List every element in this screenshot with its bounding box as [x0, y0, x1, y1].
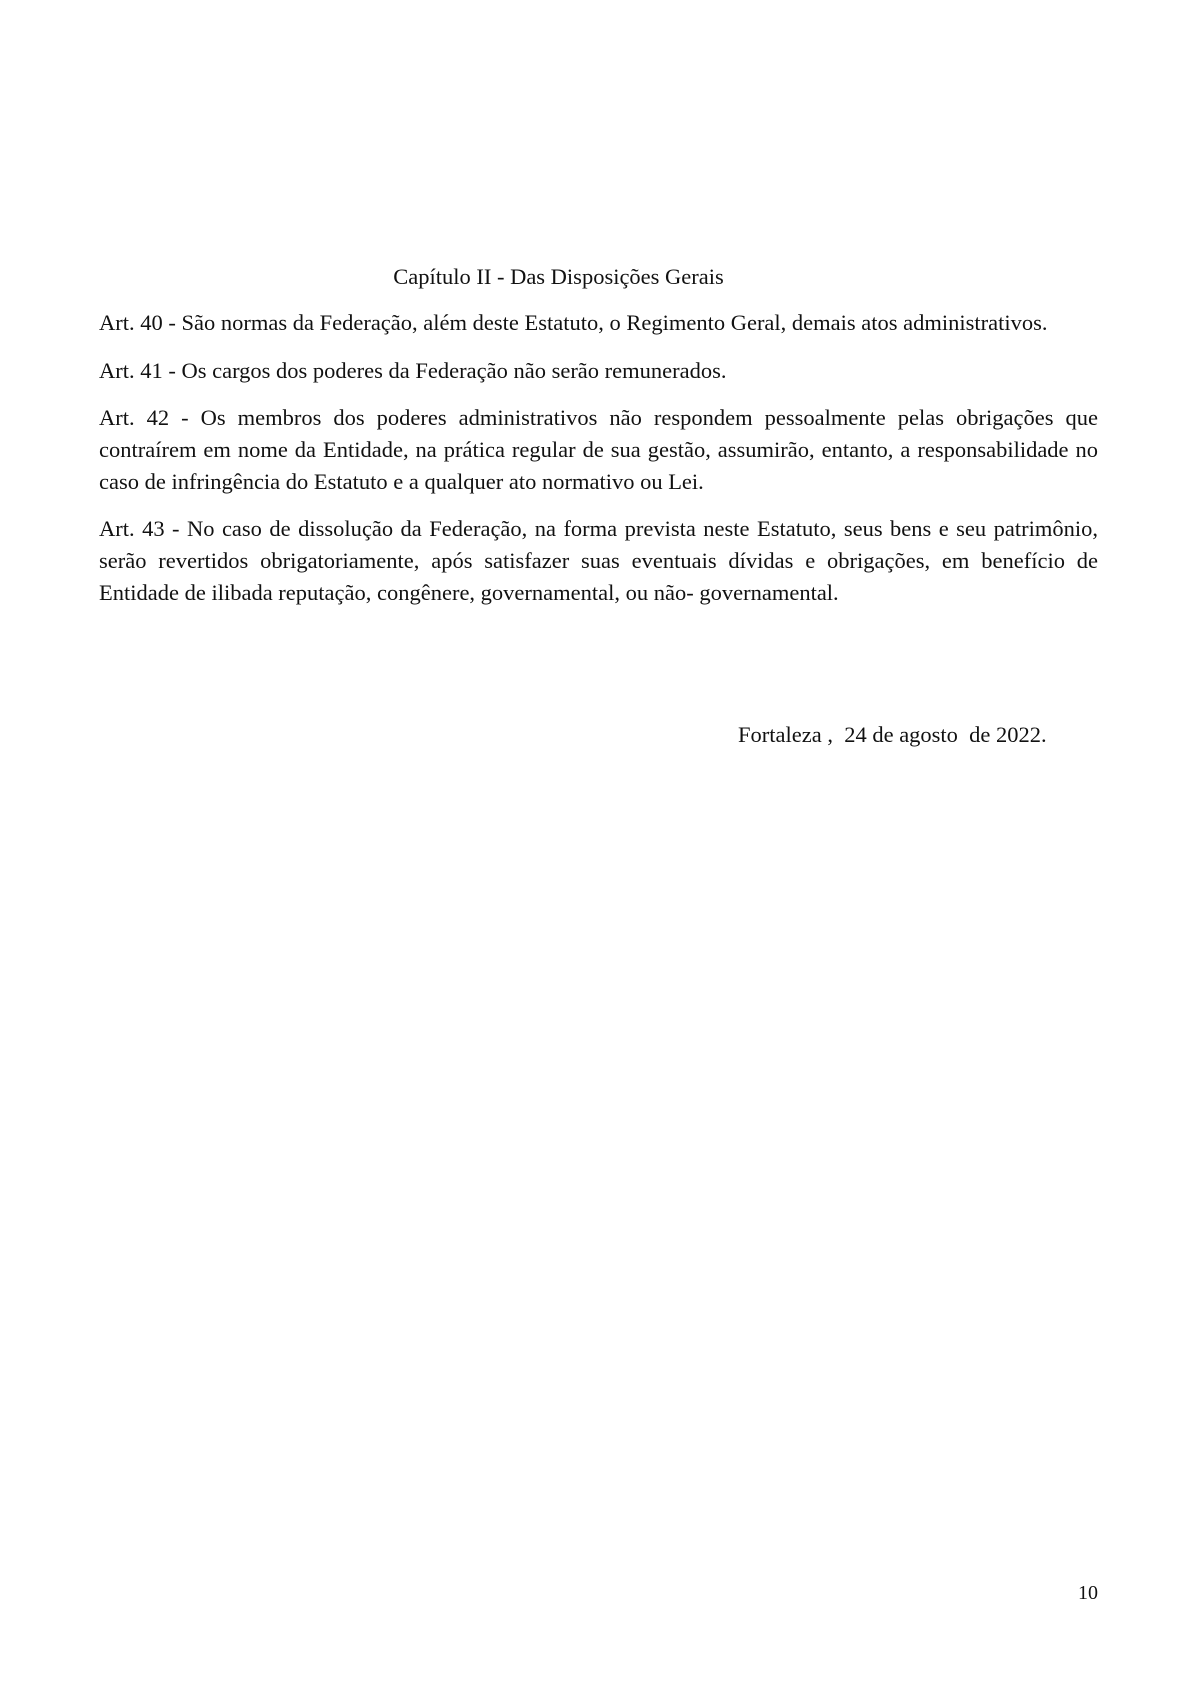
article-42: Art. 42 - Os membros dos poderes administrativos não respondem pessoalmente pelas obrigações que contraírem em nome da Entidade, na prática regular de sua gestão, assumirão, entanto, a responsabilidade no caso de infringência do Estatuto e a qualquer ato normativo ou Lei.	[99, 405, 1098, 494]
place-date: Fortaleza , 24 de agosto de 2022.	[738, 722, 1047, 747]
page-number: 10	[1078, 1582, 1098, 1604]
article-41: Art. 41 - Os cargos dos poderes da Federação não serão remunerados.	[99, 358, 727, 383]
chapter-title: Capítulo II - Das Disposições Gerais	[393, 264, 724, 289]
article-40: Art. 40 - São normas da Federação, além deste Estatuto, o Regimento Geral, demais atos administrativos.	[99, 310, 1048, 335]
article-43: Art. 43 - No caso de dissolução da Federação, na forma prevista neste Estatuto, seus bens e seu patrimônio, serão revertidos obrigatoriamente, após satisfazer suas eventuais dívidas e obrigações, em benefício de Entidade de ilibada reputação, congênere, governamental, ou não- governamental.	[99, 516, 1098, 605]
